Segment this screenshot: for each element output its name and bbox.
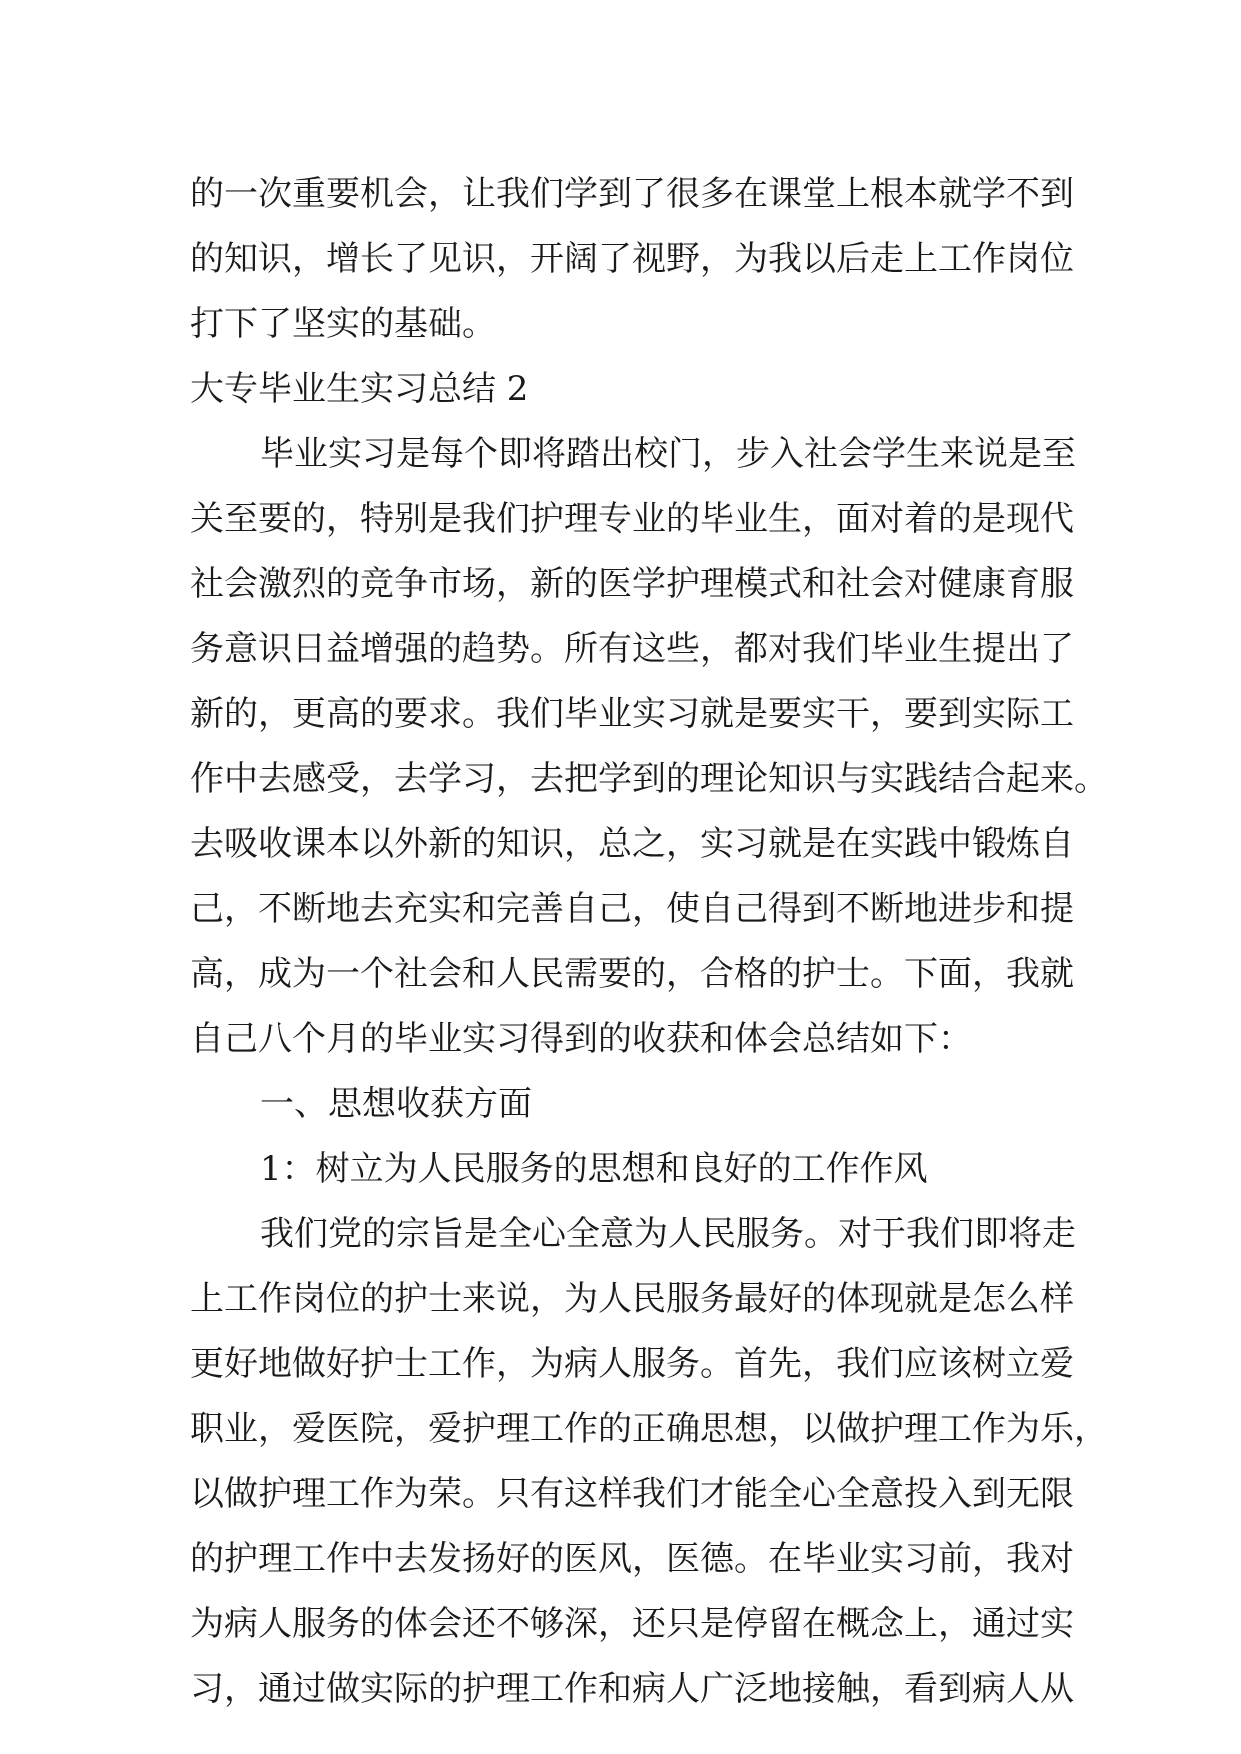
document-body — [190, 162, 1108, 1722]
text-line: 关至要的，特别是我们护理专业的毕业生，面对着的是现代 — [190, 499, 1074, 539]
section-heading: 大专毕业生实习总结 2 — [190, 369, 529, 409]
text-line: 我们党的宗旨是全心全意为人民服务。对于我们即将走 — [260, 1214, 1076, 1254]
text-line: 去吸收课本以外新的知识，总之，实习就是在实践中锻炼自 — [190, 824, 1074, 864]
text-line: 职业，爱医院，爱护理工作的正确思想，以做护理工作为乐， — [190, 1409, 1108, 1449]
text-line: 习，通过做实际的护理工作和病人广泛地接触，看到病人从 — [190, 1669, 1074, 1709]
text-line: 高，成为一个社会和人民需要的，合格的护士。下面，我就 — [190, 954, 1074, 994]
text-line: 毕业实习是每个即将踏出校门，步入社会学生来说是至 — [260, 434, 1076, 474]
text-line: 更好地做好护士工作，为病人服务。首先，我们应该树立爱 — [190, 1344, 1074, 1384]
text-line: 社会激烈的竞争市场，新的医学护理模式和社会对健康育服 — [190, 564, 1074, 604]
text-line: 自己八个月的毕业实习得到的收获和体会总结如下： — [190, 1019, 972, 1059]
text-line: 打下了坚实的基础。 — [190, 304, 496, 344]
text-line: 务意识日益增强的趋势。所有这些，都对我们毕业生提出了 — [190, 629, 1074, 669]
text-line: 的护理工作中去发扬好的医风，医德。在毕业实习前，我对 — [190, 1539, 1074, 1579]
text-line: 为病人服务的体会还不够深，还只是停留在概念上，通过实 — [190, 1604, 1074, 1644]
text-line: 上工作岗位的护士来说，为人民服务最好的体现就是怎么样 — [190, 1279, 1074, 1319]
text-line: 作中去感受，去学习，去把学到的理论知识与实践结合起来。 — [190, 759, 1108, 799]
text-line: 的一次重要机会，让我们学到了很多在课堂上根本就学不到 — [190, 174, 1074, 214]
text-line: 己，不断地去充实和完善自己，使自己得到不断地进步和提 — [190, 889, 1074, 929]
subsection-heading: 一、思想收获方面 — [260, 1084, 532, 1124]
text-line: 的知识，增长了见识，开阔了视野，为我以后走上工作岗位 — [190, 239, 1074, 279]
subsection-heading: 1：树立为人民服务的思想和良好的工作作风 — [260, 1149, 928, 1189]
text-line: 新的，更高的要求。我们毕业实习就是要实干，要到实际工 — [190, 694, 1074, 734]
text-line: 以做护理工作为荣。只有这样我们才能全心全意投入到无限 — [190, 1474, 1074, 1514]
